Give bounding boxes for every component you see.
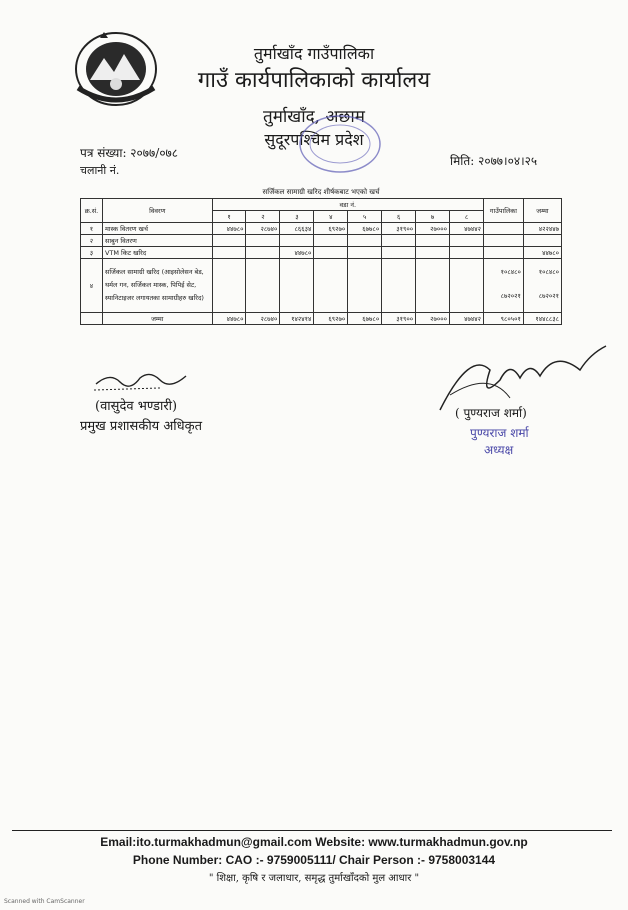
cell-sn: ४ <box>81 259 103 313</box>
cell-ward <box>314 259 348 313</box>
cell-ward: ८६६३४ <box>280 223 314 235</box>
cell-ward <box>382 259 416 313</box>
cell-ward <box>382 247 416 259</box>
cell-ward: २८७४० <box>246 223 280 235</box>
footer-email-website: Email:ito.turmakhadmun@gmail.com Website: www.turmakhadmun.gov.np <box>100 835 528 849</box>
left-signature <box>90 362 200 398</box>
office-location: तुर्माखाँद, अछाम <box>263 107 365 127</box>
cell-gaupalika <box>483 223 523 235</box>
cell-ward <box>450 235 484 247</box>
cell-gaupalika-value: १०८४८० <box>500 268 521 276</box>
cell-total: ४२२४४७ <box>523 223 561 235</box>
ward-number: ७ <box>416 211 450 223</box>
cell-gaupalika-value-2: ८७२०२१ <box>500 292 521 300</box>
ward-number: १ <box>212 211 246 223</box>
right-signatory-name: ( पुण्यराज शर्मा) <box>455 406 527 420</box>
cell-description: साबुन वितरण <box>102 235 212 247</box>
cell-ward: ४४७८० <box>212 223 246 235</box>
sum-ward: ४४७८० <box>212 313 246 325</box>
table-sum-row <box>81 313 562 325</box>
municipality-name: तुर्माखाँद गाउँपालिका <box>253 44 375 63</box>
cell-total <box>523 259 561 313</box>
header-gaupalika: गाउँपालिका <box>483 199 523 223</box>
cell-ward <box>212 235 246 247</box>
cell-description: VTM किट खरिद <box>102 247 212 259</box>
ward-number: ४ <box>314 211 348 223</box>
letter-ref-number: पत्र संख्या: २०७७/०७८ <box>80 146 179 160</box>
sum-ward: २८७४० <box>246 313 280 325</box>
sum-ward: २७००० <box>416 313 450 325</box>
left-signatory-title: प्रमुख प्रशासकीय अधिकृत <box>80 419 203 434</box>
ward-number: ८ <box>450 211 484 223</box>
header-ward: वडा नं. <box>212 199 483 211</box>
cell-ward <box>450 247 484 259</box>
ward-number: २ <box>246 211 280 223</box>
header-description: विवरण <box>102 199 212 223</box>
sum-total: १४४८८३८ <box>523 313 561 325</box>
dispatch-number: चलानी नं. <box>80 164 120 177</box>
ward-number: ३ <box>280 211 314 223</box>
cell-ward <box>246 259 280 313</box>
office-name: गाउँ कार्यपालिकाको कार्यालय <box>197 68 431 93</box>
sum-gaupalika: ९८०५०१ <box>483 313 523 325</box>
province-name: सुदूरपश्चिम प्रदेश <box>264 130 364 149</box>
stamp-signatory-name: पुण्यराज शर्मा <box>470 426 529 440</box>
ward-number: ६ <box>382 211 416 223</box>
cell-total: ४४७८० <box>523 247 561 259</box>
cell-ward: २७००० <box>416 223 450 235</box>
sum-ward: ६७७८० <box>348 313 382 325</box>
cell-ward <box>246 235 280 247</box>
cell-sn: २ <box>81 235 103 247</box>
sum-ward: १४२४१४ <box>280 313 314 325</box>
cell-ward <box>280 235 314 247</box>
header-total: जम्मा <box>523 199 561 223</box>
sum-ward: ३१९०० <box>382 313 416 325</box>
cell-description: सर्जिकल सामाग्री खरिद (आइसोलेसन बेड, थर्मल गन, सर्जिकल मास्क, पिपिई सेट, स्यानिटाइजर लगायतका सामाग्रीहरु खरिद) <box>102 259 212 313</box>
expense-table <box>80 198 562 325</box>
cell-total <box>523 235 561 247</box>
table-row <box>81 259 562 313</box>
cell-ward <box>450 259 484 313</box>
left-signatory-name: (वासुदेव भण्डारी) <box>95 399 178 414</box>
letter-date: मिति: २०७७।०४।२५ <box>450 154 538 168</box>
cell-total-value-2: ८७२०२१ <box>538 292 559 300</box>
cell-ward <box>212 247 246 259</box>
ward-number: ५ <box>348 211 382 223</box>
cell-sn: १ <box>81 223 103 235</box>
cell-ward <box>212 259 246 313</box>
cell-ward <box>348 259 382 313</box>
cell-ward <box>246 247 280 259</box>
cell-ward <box>314 247 348 259</box>
cell-sn: ३ <box>81 247 103 259</box>
scanner-watermark: Scanned with CamScanner <box>4 898 85 905</box>
cell-ward: ४७४४२ <box>450 223 484 235</box>
cell-ward <box>348 235 382 247</box>
cell-description: मास्क वितरण खर्च <box>102 223 212 235</box>
cell-ward <box>382 235 416 247</box>
cell-ward <box>280 259 314 313</box>
cell-gaupalika <box>483 247 523 259</box>
table-row <box>81 223 562 235</box>
table-row <box>81 235 562 247</box>
table-row <box>81 247 562 259</box>
footer-motto: " शिक्षा, कृषि र जलाधार, समृद्ध तुर्माखाँदको मुल आधार " <box>208 873 420 884</box>
sum-label: जम्मा <box>102 313 212 325</box>
cell-ward <box>348 247 382 259</box>
sum-ward: ६९२७० <box>314 313 348 325</box>
cell-gaupalika <box>483 235 523 247</box>
header-sn: क्र.सं. <box>81 199 103 223</box>
cell-ward <box>416 235 450 247</box>
stamp-signatory-title: अध्यक्ष <box>484 443 514 457</box>
cell-ward <box>314 235 348 247</box>
cell-empty <box>81 313 103 325</box>
footer-divider <box>12 830 612 831</box>
sum-ward: ४७४४२ <box>450 313 484 325</box>
office-stamp <box>294 112 386 176</box>
cell-gaupalika <box>483 259 523 313</box>
cell-ward: ६७७८० <box>348 223 382 235</box>
footer-phone: Phone Number: CAO :- 9759005111/ Chair Person :- 9758003144 <box>132 853 496 867</box>
cell-ward <box>416 247 450 259</box>
cell-ward <box>416 259 450 313</box>
table-header-row <box>81 199 562 211</box>
cell-ward: ३१९०० <box>382 223 416 235</box>
cell-total-value: १०८४८० <box>538 268 559 276</box>
table-caption: सर्जिकल सामाग्री खरिद शीर्षकबाट भएको खर्च <box>262 188 380 196</box>
cell-ward: ६९२७० <box>314 223 348 235</box>
cell-ward: ४४७८० <box>280 247 314 259</box>
